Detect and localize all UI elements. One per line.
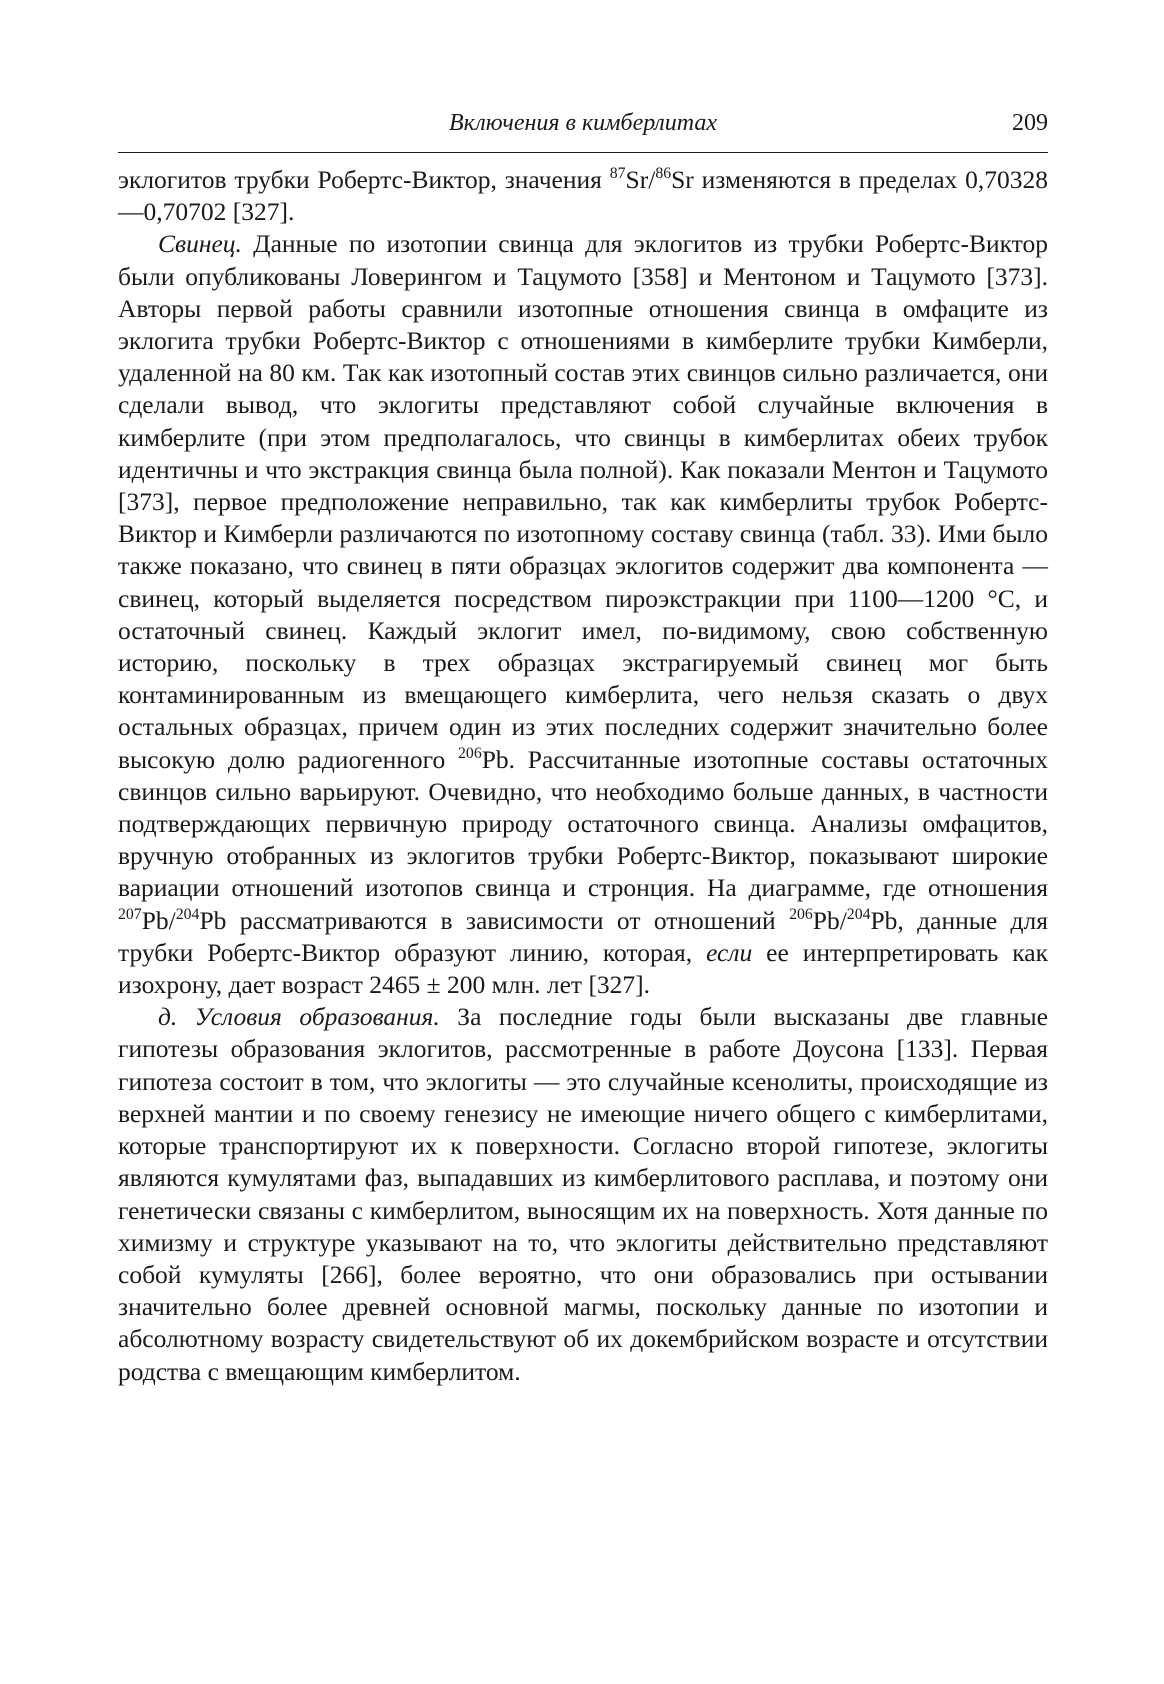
isotope-mass-number: 207	[118, 905, 142, 923]
text-run: Sr/	[625, 165, 656, 194]
isotope-mass-number: 87	[609, 165, 626, 183]
text-run: Pb рассматриваются в зависимости от отношений	[199, 905, 790, 935]
isotope-mass-number: 86	[655, 165, 672, 183]
paragraph	[118, 228, 1048, 1001]
italic-run: если	[706, 937, 753, 967]
italic-run: Свинец.	[158, 229, 242, 259]
paragraph	[118, 164, 1048, 228]
text-run: За последние годы были высказаны две главные гипотезы образования эклогитов, рассмотренные в работе Доусона [133]. Первая гипотеза состоит в том, что эклогиты — это случайные ксенолиты, происходящие из верхней мантии и по своему генезису не имеющие ничего общего с кимберлитами, которые транспортируют их к поверхности. Согласно второй гипотезе, эклогиты являются кумулятами фаз, выпадавших из кимберлитового расплава, и поэтому они генетически связаны с кимберлитом, выносящим их на поверхность. Хотя данные по химизму и структуре указывают на то, что эклогиты действительно представляют собой кумуляты [266], более вероятно, что они образовались при остывании значительно более древней основной магмы, поскольку данные по изотопии и абсолютному возрасту свидетельствуют об их докембрийском возрасте и отсутствии родства с вмещающим кимберлитом.	[118, 1002, 1048, 1386]
isotope-mass-number: 204	[175, 905, 200, 923]
text-run: Pb, данные для трубки Робертс-Виктор образуют линию, которая,	[118, 905, 1048, 967]
text-run: Pb/	[812, 905, 847, 935]
text-run: ее интерпретировать как изохрону, дает возраст 2465 ± 200 млн. лет [327].	[118, 937, 1048, 1000]
page-header	[118, 108, 1048, 144]
body-text	[118, 164, 1048, 1388]
text-run: Pb/	[141, 905, 176, 935]
isotope-mass-number: 206	[789, 905, 813, 923]
text-run: Pb. Рассчитанные изотопные составы остаточных свинцов сильно варьируют. Очевидно, что необходимо больше данных, в частности подтверждающих первичную природу остаточного свинца. Анализы омфацитов, вручную отобранных из эклогитов трубки Робертс-Виктор, показывают широкие вариации отношений изотопов свинца и стронция. На диаграмме, где отношения	[118, 744, 1048, 903]
page-number: 209	[1012, 110, 1048, 136]
header-rule	[118, 152, 1048, 153]
text-run: Sr изменяются в пределах 0,70328—0,70702 [327].	[118, 165, 1048, 227]
italic-run: д. Условия образования.	[158, 1002, 440, 1032]
paragraph	[118, 1001, 1048, 1387]
isotope-mass-number: 204	[846, 905, 871, 923]
isotope-mass-number: 206	[458, 744, 482, 762]
text-run: эклогитов трубки Робертс-Виктор, значения	[118, 165, 610, 194]
running-title: Включения в кимберлитах	[448, 110, 718, 136]
text-run: Данные по изотопии свинца для эклогитов из трубки Робертс-Виктор были опубликованы Ловерингом и Тацумото [358] и Ментоном и Тацумото [373]. Авторы первой работы сравнили изотопные отношения свинца в омфаците из эклогита трубки Робертс-Виктор с отношениями в кимберлите трубки Кимберли, удаленной на 80 км. Так как изотопный состав этих свинцов сильно различается, они сделали вывод, что эклогиты представляют собой случайные включения в кимберлите (при этом предполагалось, что свинцы в кимберлитах обеих трубок идентичны и что экстракция свинца была полной). Как показали Ментон и Тацумото [373], первое предположение неправильно, так как кимберлиты трубок Робертс-Виктор и Кимберли различаются по изотопному составу свинца (табл. 33). Ими было также показано, что свинец в пяти образцах эклогитов содержит два компонента — свинец, который выделяется посредством пироэкстракции при 1100—1200 °С, и остаточный свинец. Каждый эклогит имел, по-видимому, свою собственную историю, поскольку в трех образцах экстрагируемый свинец мог быть контаминированным из вмещающего кимберлита, чего нельзя сказать о двух остальных образцах, причем один из этих последних содержит значительно более высокую долю радиогенного	[118, 229, 1048, 774]
